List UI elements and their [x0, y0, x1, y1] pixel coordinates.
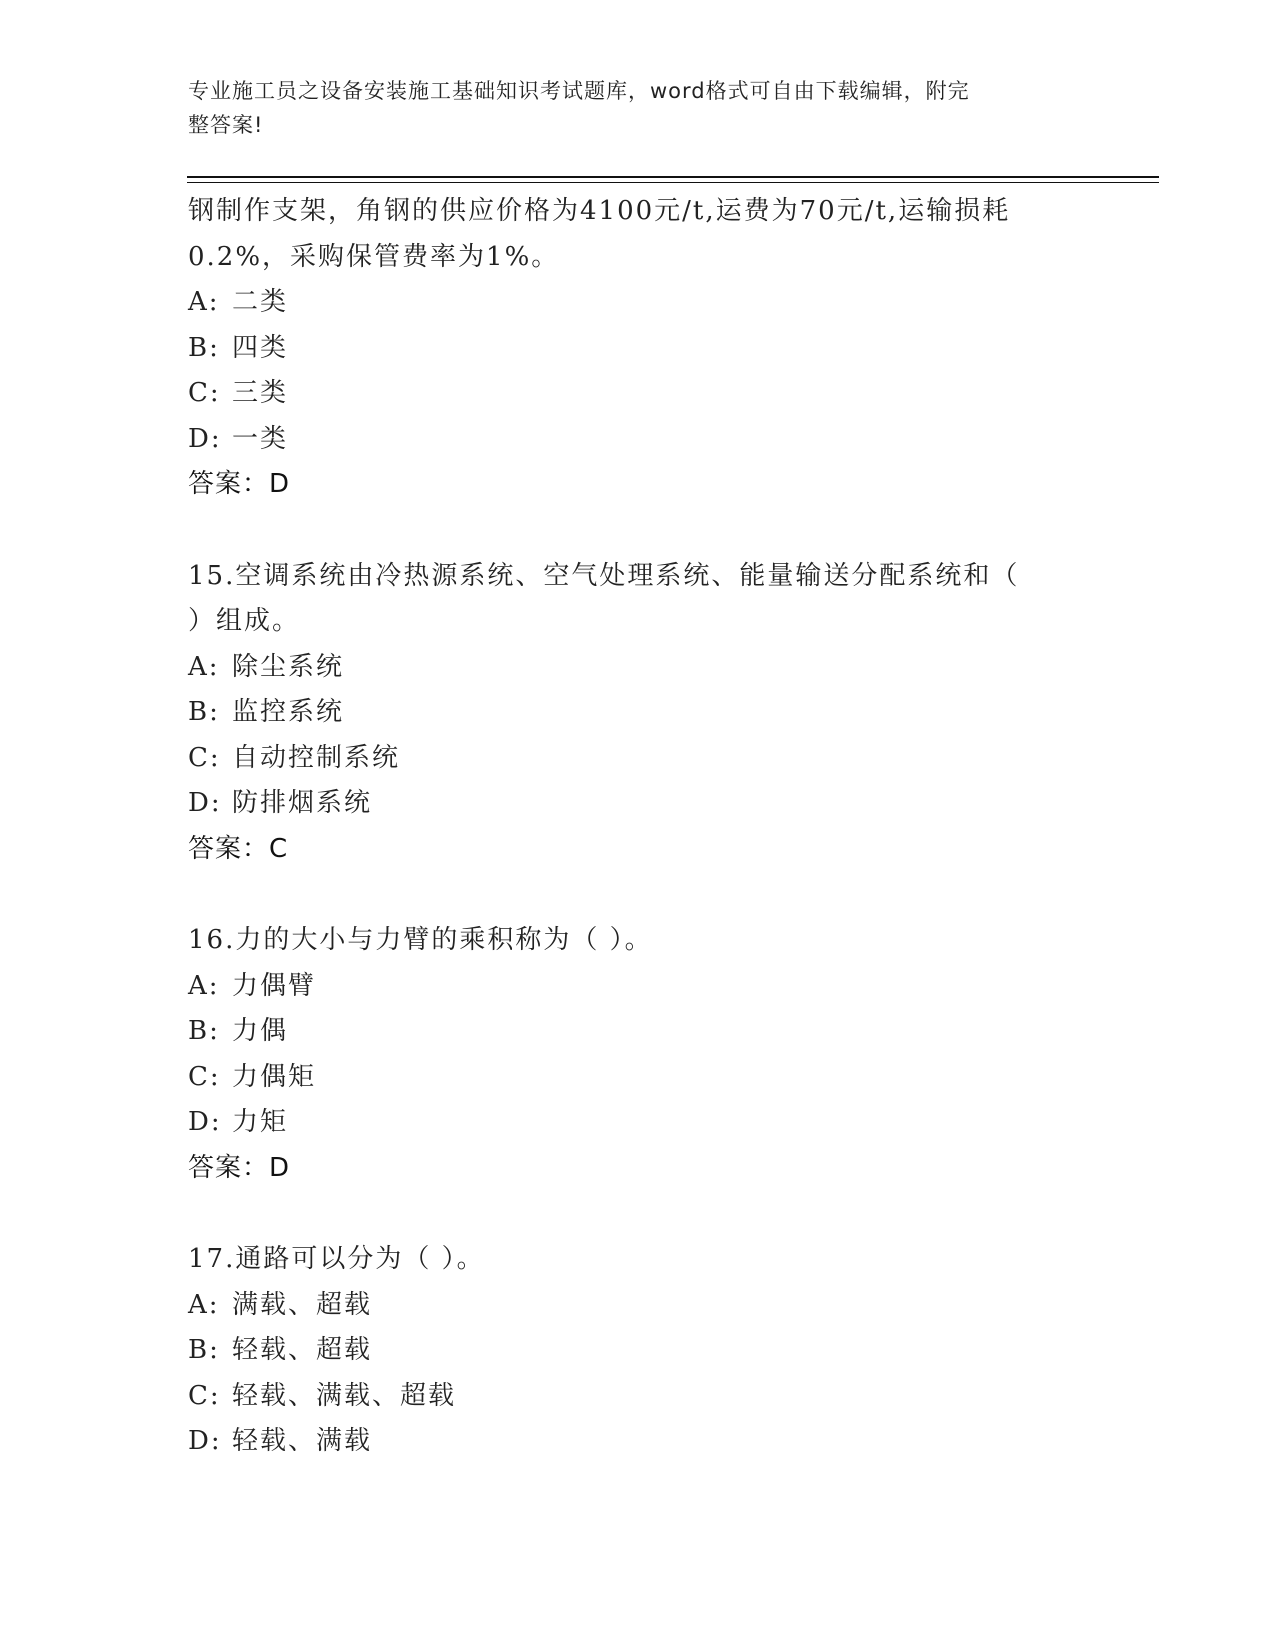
document-header: [188, 74, 1068, 142]
option-key: C:: [188, 378, 221, 408]
option-b: [188, 690, 1088, 736]
question-text-line: 17.通路可以分为（ ）。: [188, 1244, 485, 1274]
option-text: 力偶矩: [232, 1061, 317, 1092]
option-d: [188, 1100, 1088, 1146]
answer-line: 答案：C: [188, 833, 289, 864]
option-key: A:: [188, 1289, 220, 1320]
question-15: [188, 554, 1088, 873]
option-text: 自动控制系统: [232, 742, 401, 773]
option-b: [188, 1009, 1088, 1055]
answer-line: 答案：D: [188, 469, 291, 499]
option-text: 监控系统: [232, 697, 345, 727]
option-text: 除尘系统: [232, 651, 345, 682]
option-key: B:: [188, 1016, 220, 1046]
option-text: 满载、超载: [232, 1289, 373, 1320]
option-key: C:: [188, 1061, 221, 1092]
option-a: [188, 964, 1088, 1010]
option-text: 一类: [232, 423, 289, 454]
question-text-line: 钢制作支架，角钢的供应价格为4100元/t,运费为70元/t,运输损耗: [188, 196, 1011, 226]
spacer: [188, 508, 1088, 554]
option-b: [188, 1328, 1088, 1374]
option-text: 力矩: [232, 1107, 289, 1137]
option-key: A:: [188, 970, 220, 1001]
header-divider-thin: [187, 182, 1159, 183]
option-a: [188, 1283, 1088, 1329]
option-key: D:: [188, 1107, 222, 1137]
option-key: B:: [188, 332, 220, 363]
option-d: [188, 1419, 1088, 1465]
option-key: C:: [188, 742, 221, 773]
option-c: [188, 1374, 1088, 1420]
option-text: 二类: [232, 287, 289, 317]
question-text-line: 0.2%，采购保管费率为1%。: [188, 241, 560, 272]
option-key: B:: [188, 1335, 220, 1365]
option-key: D:: [188, 788, 222, 818]
header-divider-thick: [187, 176, 1159, 178]
option-key: D:: [188, 1426, 222, 1456]
question-text-line: 15.空调系统由冷热源系统、空气处理系统、能量输送分配系统和（: [188, 560, 1020, 591]
spacer: [188, 1191, 1088, 1237]
question-text-line: 16.力的大小与力臂的乘积称为（ ）。: [188, 925, 653, 955]
option-key: C:: [188, 1380, 221, 1411]
question-text-line: ）组成。: [188, 606, 301, 636]
option-key: A:: [188, 651, 220, 682]
header-line-2: 整答案!: [188, 113, 264, 137]
option-text: 轻载、超载: [232, 1335, 373, 1365]
option-key: B:: [188, 697, 220, 727]
question-17: [188, 1237, 1088, 1465]
option-key: D:: [188, 423, 222, 454]
header-line-1: 专业施工员之设备安装施工基础知识考试题库，word格式可自由下载编辑，附完: [188, 79, 970, 103]
option-text: 防排烟系统: [232, 788, 373, 818]
option-text: 三类: [232, 378, 289, 408]
question-continuation: [188, 189, 1088, 508]
option-key: A:: [188, 287, 220, 317]
option-c: [188, 1055, 1088, 1101]
option-text: 四类: [232, 332, 289, 363]
spacer: [188, 872, 1088, 918]
option-text: 力偶臂: [232, 970, 317, 1001]
option-b: [188, 326, 1088, 372]
option-text: 力偶: [232, 1016, 289, 1046]
option-c: [188, 371, 1088, 417]
option-d: [188, 417, 1088, 463]
option-c: [188, 736, 1088, 782]
option-d: [188, 781, 1088, 827]
question-16: [188, 918, 1088, 1191]
option-text: 轻载、满载: [232, 1426, 373, 1456]
option-text: 轻载、满载、超载: [232, 1380, 457, 1411]
option-a: [188, 280, 1088, 326]
question-list: [188, 189, 1088, 1465]
option-a: [188, 645, 1088, 691]
answer-line: 答案：D: [188, 1152, 291, 1183]
